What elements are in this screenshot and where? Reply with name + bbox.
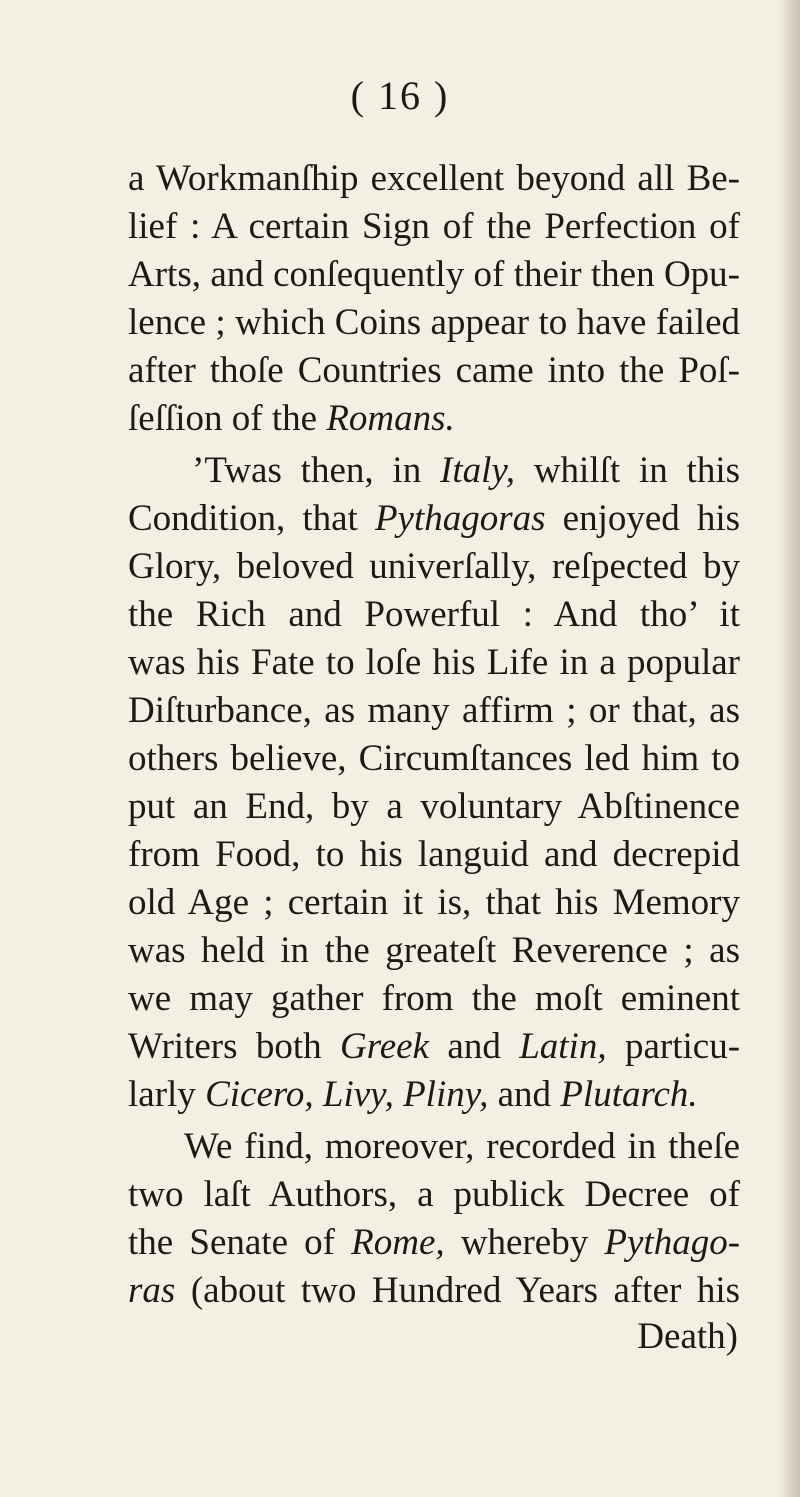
text-line: Glory, beloved univerſally, reſpected by [128, 546, 740, 587]
italic-name: Rome, [351, 1222, 445, 1263]
text-line: we may gather from the moſt eminent [128, 978, 740, 1019]
italic-name: Latin, [519, 1026, 607, 1067]
text-span: the Senate of [128, 1222, 335, 1263]
text-line: a Workmanſhip excellent beyond all Be- [128, 158, 740, 199]
text-span: particu- [624, 1026, 741, 1067]
text-span: whereby [460, 1222, 589, 1263]
text-line: two laſt Authors, a publick Decree of [128, 1174, 740, 1215]
text-line: from Food, to his languid and decrepid [128, 834, 740, 875]
italic-name: Cicero, [205, 1074, 314, 1115]
text-line: was his Fate to loſe his Life in a popular [128, 642, 740, 683]
text-line [128, 1023, 740, 1071]
text-line [128, 1267, 740, 1315]
italic-name: Italy, [440, 450, 516, 491]
italic-name: Greek [340, 1026, 430, 1067]
text-line: old Age ; certain it is, that his Memory [128, 882, 740, 923]
text-line: Diſturbance, as many affirm ; or that, as [128, 690, 740, 731]
italic-name: Pythagoras [374, 498, 546, 539]
text-span: larly [128, 1074, 196, 1115]
italic-name: ras [128, 1270, 176, 1311]
text-line [192, 447, 740, 495]
text-span: enjoyed his [562, 498, 741, 539]
text-span: and [447, 1026, 501, 1067]
text-span: Writers both [128, 1026, 322, 1067]
text-line: We find, moreover, recorded in theſe [184, 1126, 740, 1167]
text-line [128, 1071, 740, 1119]
text-span: ’Twas then, in [192, 450, 422, 491]
page-edge-shadow [778, 0, 800, 1497]
text-line: was held in the greateſt Reverence ; as [128, 930, 740, 971]
italic-name: Pliny, [403, 1074, 489, 1115]
text-line: after thoſe Countries came into the Poſ- [128, 350, 740, 391]
text-line: Arts, and conſequently of their then Opu- [128, 254, 740, 295]
text-line: put an End, by a voluntary Abſtinence [128, 786, 740, 827]
text-span: whilſt in this [533, 450, 740, 491]
text-line: the Rich and Powerful : And tho’ it [128, 594, 740, 635]
text-line: lief : A certain Sign of the Perfection of [128, 206, 740, 247]
italic-name: Romans. [326, 398, 455, 439]
text-line: others believe, Circumſtances led him to [128, 738, 740, 779]
text-line [128, 395, 740, 443]
text-span: (about two Hundred Years after his [190, 1270, 740, 1311]
italic-name: Pythago- [604, 1222, 741, 1263]
text-line [128, 1219, 740, 1267]
italic-name: Livy, [322, 1074, 394, 1115]
catchword: Death) [637, 1316, 738, 1357]
text-line: lence ; which Coins appear to have failed [128, 302, 740, 343]
text-span: and [497, 1074, 552, 1115]
text-span: Condition, that [128, 498, 358, 539]
text-span: ſeſſion of the [128, 398, 318, 439]
page-number: ( 16 ) [350, 73, 450, 118]
italic-name: Plutarch. [560, 1074, 698, 1115]
text-line [128, 495, 740, 543]
